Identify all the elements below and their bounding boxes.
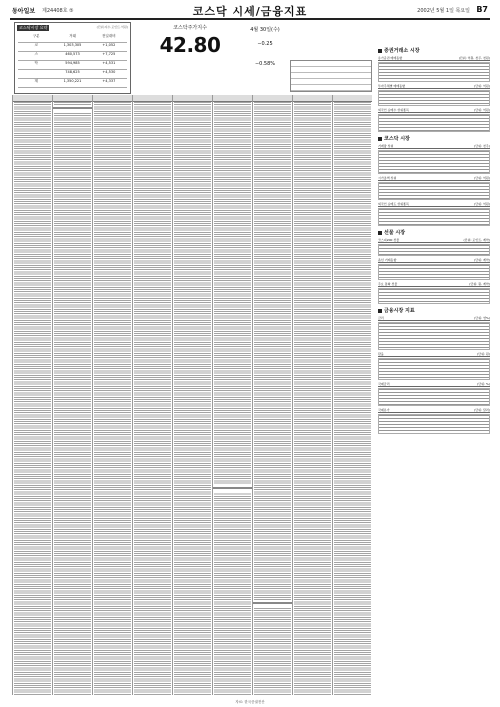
market-stat-row <box>291 85 371 91</box>
indicator-table <box>378 90 490 106</box>
stock-table-column <box>52 95 92 695</box>
summary-row <box>18 52 127 61</box>
subtable-caption <box>378 382 490 387</box>
summary-cell: +7,725 <box>102 52 116 56</box>
square-bullet-icon <box>378 49 382 53</box>
market-stats-box <box>290 60 372 92</box>
subtable-unit: (단위: 원) <box>477 352 490 356</box>
subtable-unit: (단위: 포인트, 계약) <box>463 238 490 242</box>
summary-cell: 748,625 <box>65 70 80 74</box>
stock-table-column <box>172 95 212 695</box>
subtable-unit: (단위: 억원) <box>474 84 490 88</box>
sector-heading <box>213 485 252 493</box>
subtable-unit: (단위: 억원) <box>474 108 490 112</box>
stock-table-column <box>252 95 292 695</box>
subtable-title: 외국인 순매수 상위종목 <box>378 108 409 112</box>
subtable-title: 환율 <box>378 352 384 356</box>
subtable-unit: (단위: 억원, 천주, 천원) <box>458 56 490 60</box>
stock-rows <box>14 102 51 695</box>
sector-heading <box>53 105 92 113</box>
subtable-unit: (단위: 원, 계약) <box>469 282 490 286</box>
issue-number: 제24408호 ⑤ <box>42 8 74 14</box>
stock-rows <box>294 102 331 695</box>
subtable-title: 주요 통화 선물 <box>378 282 398 286</box>
subtable-caption <box>378 202 490 207</box>
subtable-title: 국제유가 <box>378 408 390 412</box>
stock-table-column <box>332 95 372 695</box>
subtable-caption <box>378 352 490 357</box>
stock-price-tables <box>12 95 372 700</box>
index-date: 4월 30일(수) <box>250 27 280 33</box>
indicator-table <box>378 244 490 256</box>
subtable-title: 옵션 거래동향 <box>378 258 397 262</box>
subtable-title: 시가총액 상위 <box>378 176 397 180</box>
summary-row <box>18 70 127 79</box>
subtable-caption <box>378 238 490 243</box>
summary-cell: 460,573 <box>65 52 80 56</box>
section-title <box>378 47 490 54</box>
summary-cell: 닥 <box>34 61 38 65</box>
summary-unit-note: (단위:지수·포인트·억원) <box>96 25 128 29</box>
subtable-unit: (단위: 계약) <box>474 258 490 262</box>
square-bullet-icon <box>378 137 382 141</box>
column-header <box>293 95 332 102</box>
indicator-table <box>378 208 490 226</box>
column-header <box>133 95 172 102</box>
subtable-caption <box>378 108 490 113</box>
subtable-unit: (단위: 억원) <box>474 176 490 180</box>
subtable-unit: (단위: 달러) <box>474 408 490 412</box>
stock-rows <box>134 102 171 695</box>
subtable-title: 외국인 순매도 상위종목 <box>378 202 409 206</box>
stock-table-column <box>292 95 332 695</box>
sidebar-section <box>378 307 490 434</box>
subtable-caption <box>378 408 490 413</box>
summary-cell: 거래 <box>69 34 76 38</box>
subtable-caption <box>378 282 490 287</box>
sector-heading-box <box>213 487 252 489</box>
header-rule <box>10 18 490 20</box>
column-header <box>53 95 92 102</box>
summary-cell: +4,531 <box>102 61 116 65</box>
stock-rows <box>94 102 131 695</box>
summary-cell: 계 <box>34 79 38 83</box>
subtable-title: 국제금리 <box>378 382 390 386</box>
subtable-title: 코스피200 선물 <box>378 238 400 242</box>
summary-cell: 594,985 <box>65 61 80 65</box>
indicator-table <box>378 150 490 174</box>
indicator-table <box>378 182 490 200</box>
section-title-text: 선물 시장 <box>384 230 406 236</box>
kosdaq-index-block <box>140 24 240 57</box>
sector-heading-box <box>253 602 292 604</box>
summary-heading: 코스닥시장 요약 <box>19 25 48 30</box>
newspaper-name: 동아일보 <box>12 8 36 15</box>
stock-rows <box>54 102 91 695</box>
summary-cell: 코 <box>34 43 38 47</box>
index-label: 코스닥주가지수 <box>173 25 207 31</box>
stock-table-column <box>92 95 132 695</box>
summary-cell: +4,337 <box>102 79 116 83</box>
sector-heading-box <box>53 107 92 109</box>
summary-cell <box>18 70 54 78</box>
indicator-table <box>378 388 490 406</box>
section-title-text: 코스닥 시장 <box>384 136 410 142</box>
section-title-text: 증권거래소 시장 <box>384 48 420 54</box>
index-change: −0.25 <box>257 41 273 47</box>
summary-cell: 1,350,221 <box>63 79 82 83</box>
summary-row <box>18 34 127 43</box>
indicator-table <box>378 264 490 280</box>
section-title <box>378 307 490 314</box>
column-header <box>173 95 212 102</box>
summary-rows <box>18 34 127 88</box>
column-header <box>93 95 132 102</box>
stock-table-column <box>12 95 52 695</box>
sidebar-section <box>378 135 490 226</box>
subtable-caption <box>378 56 490 61</box>
summary-cell: +1,052 <box>102 43 116 47</box>
stock-rows <box>174 102 211 695</box>
indicator-table <box>378 322 490 350</box>
subtable-title: 유가증권 매매동향 <box>378 56 403 60</box>
index-change-percent: −0.58% <box>254 61 276 67</box>
stock-rows <box>214 102 251 695</box>
summary-cell: 구분 <box>32 34 40 38</box>
subtable-caption <box>378 258 490 263</box>
stock-table-column <box>212 95 252 695</box>
summary-cell: +4,530 <box>102 70 116 74</box>
page-header <box>0 0 500 20</box>
sidebar-section <box>378 229 490 304</box>
subtable-unit: (단위: 천주) <box>474 144 490 148</box>
data-source: 자료: 한국증권전산 <box>235 700 265 704</box>
column-header <box>13 95 52 102</box>
subtable-caption <box>378 84 490 89</box>
indicator-table <box>378 114 490 132</box>
issue-date: 2002년 5월 1일 목요일 <box>417 8 470 14</box>
subtable-unit: (단위: 억원) <box>474 202 490 206</box>
section-title-text: 금융시장 지표 <box>384 308 415 314</box>
sector-heading <box>253 600 292 608</box>
indicator-table <box>378 358 490 380</box>
stock-rows <box>334 102 371 695</box>
column-header <box>213 95 252 102</box>
summary-row <box>18 43 127 52</box>
page-number: B7 <box>476 5 488 14</box>
summary-cell: 전일대비 <box>102 34 116 38</box>
market-indicators-sidebar <box>378 47 490 437</box>
summary-cell: 1,303,305 <box>63 43 82 47</box>
page-title: 코스닥 시세/금융지표 <box>192 5 308 18</box>
square-bullet-icon <box>378 309 382 313</box>
summary-cell: 스 <box>34 52 38 56</box>
column-header <box>333 95 372 102</box>
column-header <box>253 95 292 102</box>
subtable-title: 거래량 상위 <box>378 144 394 148</box>
subtable-title: 금리 <box>378 316 384 320</box>
summary-row <box>18 79 127 88</box>
summary-row <box>18 61 127 70</box>
sidebar-section <box>378 47 490 132</box>
subtable-unit: (단위: %) <box>477 382 490 386</box>
section-title <box>378 229 490 236</box>
subtable-caption <box>378 176 490 181</box>
subtable-title: 투자주체별 매매동향 <box>378 84 406 88</box>
indicator-table <box>378 62 490 82</box>
subtable-caption <box>378 144 490 149</box>
subtable-caption <box>378 316 490 321</box>
indicator-table <box>378 414 490 434</box>
square-bullet-icon <box>378 231 382 235</box>
subtable-unit: (단위: 연%) <box>474 316 490 320</box>
section-title <box>378 135 490 142</box>
stock-table-column <box>132 95 172 695</box>
market-summary-box <box>14 22 131 94</box>
indicator-table <box>378 288 490 304</box>
index-value: 42.80 <box>159 33 221 57</box>
index-change-block <box>240 26 290 67</box>
